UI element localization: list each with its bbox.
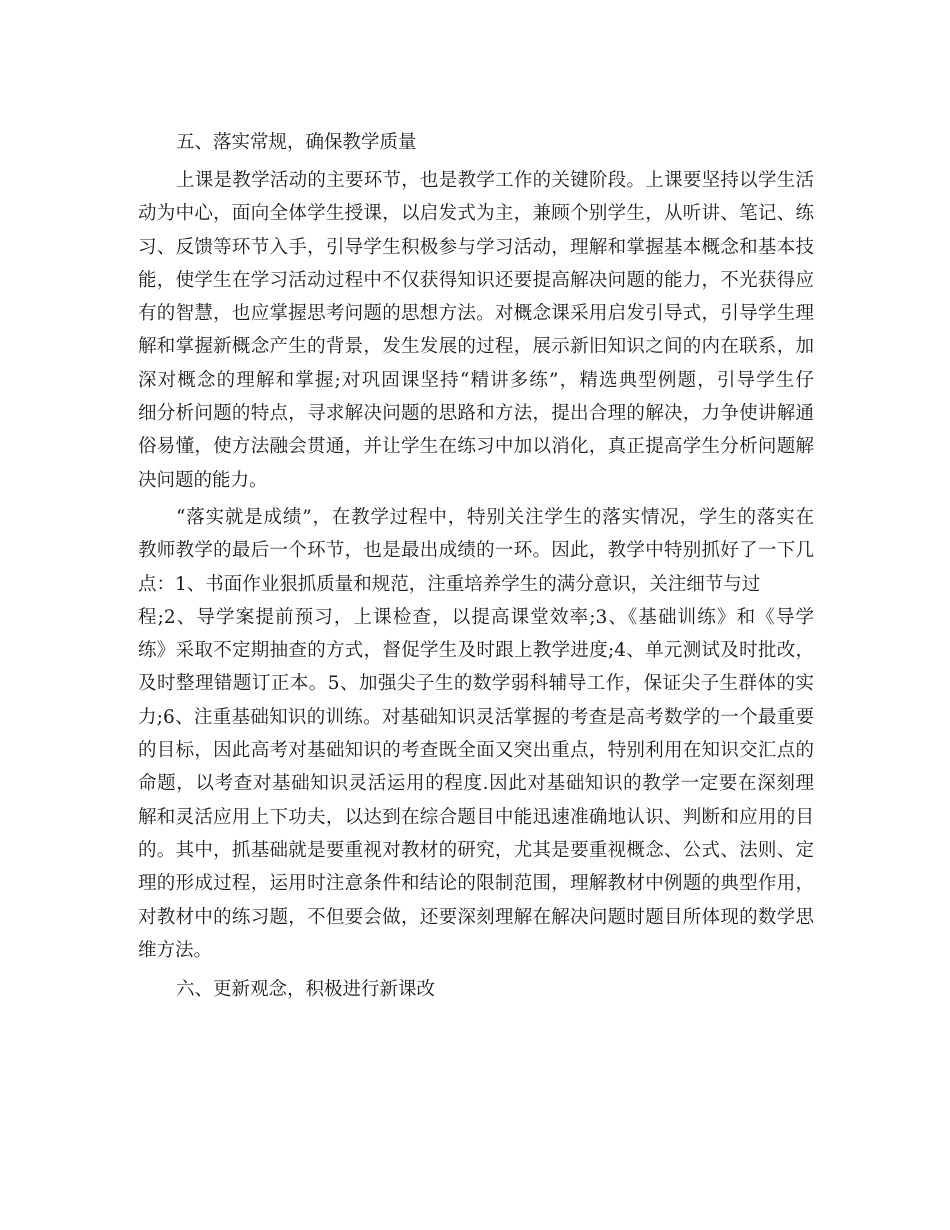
paragraph-line: 解和灵活应用上下功夫，以达到在综合题目中能迅速准确地认识、判断和应用的目 [138,806,814,828]
paragraph-line: 解和掌握新概念产生的背景，发生发展的过程，展示新旧知识之间的内在联系，加 [138,336,814,358]
paragraph-line: 的目标，因此高考对基础知识的考查既全面又突出重点，特别利用在知识交汇点的 [138,740,814,762]
paragraph-line: 命题，以考查对基础知识灵活运用的程度.因此对基础知识的教学一定要在深刻理 [138,773,814,795]
paragraph-line: 决问题的能力。 [138,469,268,491]
paragraph-line: 及时整理错题订正本。5、加强尖子生的数学弱科辅导工作，保证尖子生群体的实 [138,673,814,695]
paragraph-line: “落实就是成绩”，在教学过程中，特别关注学生的落实情况，学生的落实在 [176,506,814,528]
paragraph-line: 的。其中，抓基础就是要重视对教材的研究，尤其是要重视概念、公式、法则、定 [138,839,814,861]
document-body [138,128,814,1011]
paragraph-line: 深对概念的理解和掌握;对巩固课坚持“精讲多练”，精选典型例题，引导学生仔 [138,369,814,391]
paragraph-line: 点：1、书面作业狠抓质量和规范，注重培养学生的满分意识，关注细节与过 [138,573,761,595]
paragraph-line: 有的智慧，也应掌握思考问题的思想方法。对概念课采用启发引导式，引导学生理 [138,303,814,325]
paragraph-line: 动为中心，面向全体学生授课，以启发式为主，兼顾个别学生，从听讲、笔记、练 [138,203,814,225]
paragraph-line: 维方法。 [138,939,213,961]
paragraph-1 [138,164,814,497]
paragraph-line: 细分析问题的特点，寻求解决问题的思路和方法，提出合理的解决，力争使讲解通 [138,403,814,425]
paragraph-line: 习、反馈等环节入手，引导学生积极参与学习活动，理解和掌握基本概念和基本技 [138,236,814,258]
paragraph-line: 教师教学的最后一个环节，也是最出成绩的一环。因此，教学中特别抓好了一下几 [138,540,814,562]
paragraph-line: 力;6、注重基础知识的训练。对基础知识灵活掌握的考查是高考数学的一个最重要 [138,706,814,728]
paragraph-line: 理的形成过程，运用时注意条件和结论的限制范围，理解教材中例题的典型作用， [138,873,814,895]
paragraph-line: 俗易懂，使方法融会贯通，并让学生在练习中加以消化，真正提高学生分析问题解 [138,436,814,458]
section-heading-6: 六、更新观念，积极进行新课改 [176,979,436,1001]
paragraph-line: 能，使学生在学习活动过程中不仅获得知识还要提高解决问题的能力，不光获得应 [138,269,814,291]
paragraph-line: 程;2、导学案提前预习，上课检查，以提高课堂效率;3、《基础训练》和《导学 [138,606,814,628]
paragraph-line: 上课是教学活动的主要环节，也是教学工作的关键阶段。上课要坚持以学生活 [176,170,814,191]
paragraph-line: 练》采取不定期抽查的方式，督促学生及时跟上教学进度;4、单元测试及时批改， [138,640,814,662]
section-heading-5: 五、落实常规，确保教学质量 [176,132,417,153]
paragraph-2 [138,501,814,967]
paragraph-line: 对教材中的练习题，不但要会做，还要深刻理解在解决问题时题目所体现的数学思 [138,906,814,928]
